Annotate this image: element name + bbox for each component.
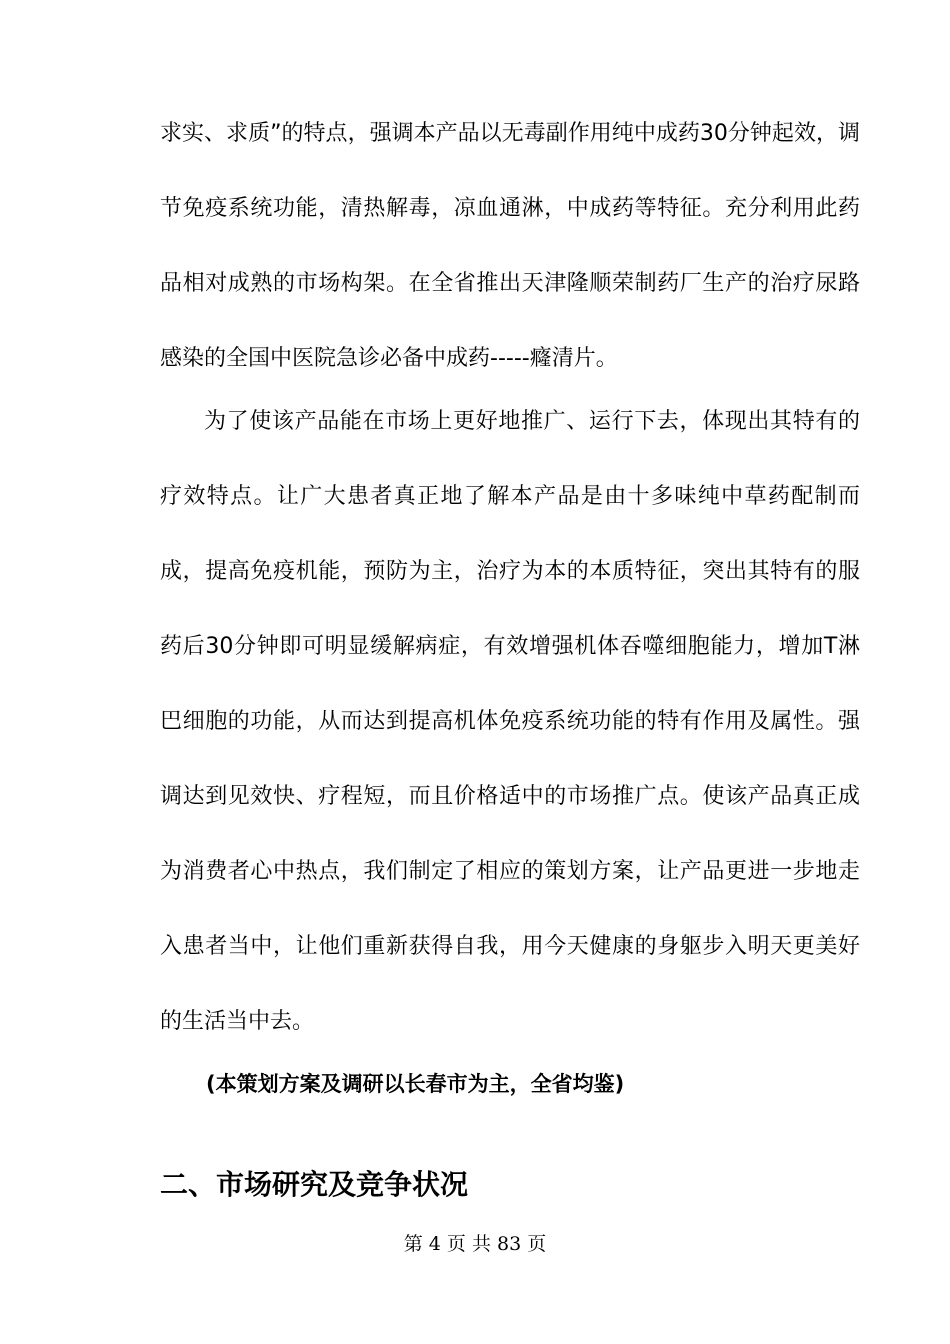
page-number-footer: 第 4 页 共 83 页 bbox=[403, 1233, 547, 1255]
body-paragraph-1: 求实、求质”的特点，强调本产品以无毒副作用纯中成药30分钟起效，调节免疫系统功能，清热解毒，凉血通淋，中成药等特征。充分利用此药品相对成熟的市场构架。在全省推出天津隆顺荣制药厂生产的治疗尿路感染的全国中医院急诊必备中成药-----癃清片。 bbox=[160, 121, 860, 371]
scope-note: (本策划方案及调研以长春市为主，全省均鉴) bbox=[206, 1072, 625, 1096]
section-heading: 二、市场研究及竞争状况 bbox=[160, 1168, 469, 1201]
body-paragraph-2: 为了使该产品能在市场上更好地推广、运行下去，体现出其特有的疗效特点。让广大患者真正地了解本产品是由十多味纯中草药配制而成，提高免疫机能，预防为主，治疗为本的本质特征，突出其特有的服药后30分钟即可明显缓解病症，有效增强机体吞噬细胞能力，增加T淋巴细胞的功能，从而达到提高机体免疫系统功能的特有作用及属性。强调达到见效快、疗程短，而且价格适中的市场推广点。使该产品真正成为消费者心中热点，我们制定了相应的策划方案，让产品更进一步地走入患者当中，让他们重新获得自我，用今天健康的身躯步入明天更美好的生活当中去。 bbox=[160, 409, 860, 1034]
